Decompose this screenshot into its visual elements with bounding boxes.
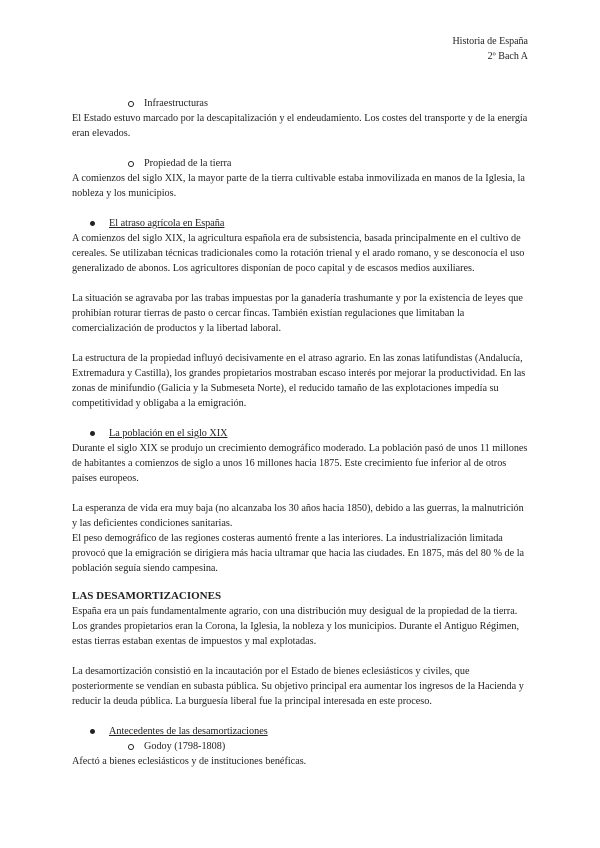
subsection-title: Propiedad de la tierra — [144, 158, 232, 169]
paragraph: Durante el siglo XIX se produjo un crecimiento demográfico moderado. La población pasó de unos 11 millones de habitantes a comienzos de siglo a unos 16 millones hacia 1875. Este crecimiento fue inferior al de otros países europeos. — [72, 443, 528, 484]
subsection-godoy — [72, 739, 528, 754]
page-header — [452, 34, 528, 64]
subsection-infraestructuras — [72, 96, 528, 111]
circle-bullet-icon — [128, 744, 134, 750]
paragraph: España era un país fundamentalmente agrario, con una distribución muy desigual de la propiedad de la tierra. Los grandes propietarios eran la Corona, la Iglesia, la nobleza y los municipios. Durante el Antiguo Régimen, estas tierras estaban exentas de impuestos y mal explotadas. — [72, 606, 520, 647]
bullet-title: Antecedentes de las desamortizaciones — [109, 726, 268, 737]
document-body — [72, 96, 528, 769]
bullet-title: La población en el siglo XIX — [109, 428, 228, 439]
section-heading: LAS DESAMORTIZACIONES — [72, 590, 222, 602]
paragraph: La desamortización consistió en la incautación por el Estado de bienes eclesiásticos y civiles, que posteriormente se vendían en subasta pública. Su objetivo principal era aumentar los ingresos de la Hacienda y reducir la deuda pública. La burguesía liberal fue la principal interesada en este proceso. — [72, 666, 524, 707]
paragraph: La estructura de la propiedad influyó decisivamente en el atraso agrario. En las zonas latifundistas (Andalucía, Extremadura y Castilla), los grandes propietarios mostraban escaso interés por mejorar la productividad. En las zonas de minifundio (Galicia y la Submeseta Norte), el reducido tamaño de las explotaciones impedía su competitividad y obligaba a la emigración. — [72, 353, 526, 409]
paragraph: La esperanza de vida era muy baja (no alcanzaba los 30 años hacia 1850), debido a las guerras, la malnutrición y las deficientes condiciones sanitarias. — [72, 503, 524, 529]
paragraph: Afectó a bienes eclesiásticos y de instituciones benéficas. — [72, 756, 307, 767]
circle-bullet-icon — [128, 101, 134, 107]
subsection-title: Godoy (1798-1808) — [144, 741, 226, 752]
circle-bullet-icon — [128, 161, 134, 167]
paragraph: La situación se agravaba por las trabas impuestas por la ganadería trashumante y por la existencia de leyes que prohibían roturar tierras de pasto o cercar fincas. También existían regulaciones que limitaban la comercialización de productos y la libertad laboral. — [72, 293, 523, 334]
paragraph: El peso demográfico de las regiones costeras aumentó frente a las interiores. La industrialización limitada provocó que la emigración se dirigiera más hacia ultramar que hacia las ciudades. En 1875, más del 80 % de la población seguía siendo campesina. — [72, 533, 525, 574]
bullet-atraso-agricola — [72, 216, 528, 231]
paragraph: El Estado estuvo marcado por la descapitalización y el endeudamiento. Los costes del transporte y de la energía eran elevados. — [72, 113, 528, 139]
bullet-icon — [90, 431, 95, 436]
bullet-icon — [90, 221, 95, 226]
bullet-poblacion — [72, 426, 528, 441]
subsection-propiedad — [72, 156, 528, 171]
paragraph: A comienzos del siglo XIX, la agricultura española era de subsistencia, basada principalmente en el cultivo de cereales. Se utilizaban técnicas tradicionales como la rotación trienal y el arado romano, y se desconocía el uso generalizado de abonos. Los agricultores disponían de poco capital y de escasos medios auxiliares. — [72, 233, 525, 274]
header-subject: Historia de España — [452, 36, 528, 47]
header-class: 2º Bach A — [487, 51, 528, 62]
bullet-icon — [90, 729, 95, 734]
bullet-title: El atraso agrícola en España — [109, 218, 225, 229]
subsection-title: Infraestructuras — [144, 98, 208, 109]
paragraph: A comienzos del siglo XIX, la mayor parte de la tierra cultivable estaba inmovilizada en manos de la Iglesia, la nobleza y los municipios. — [72, 173, 525, 199]
bullet-antecedentes — [72, 724, 528, 739]
